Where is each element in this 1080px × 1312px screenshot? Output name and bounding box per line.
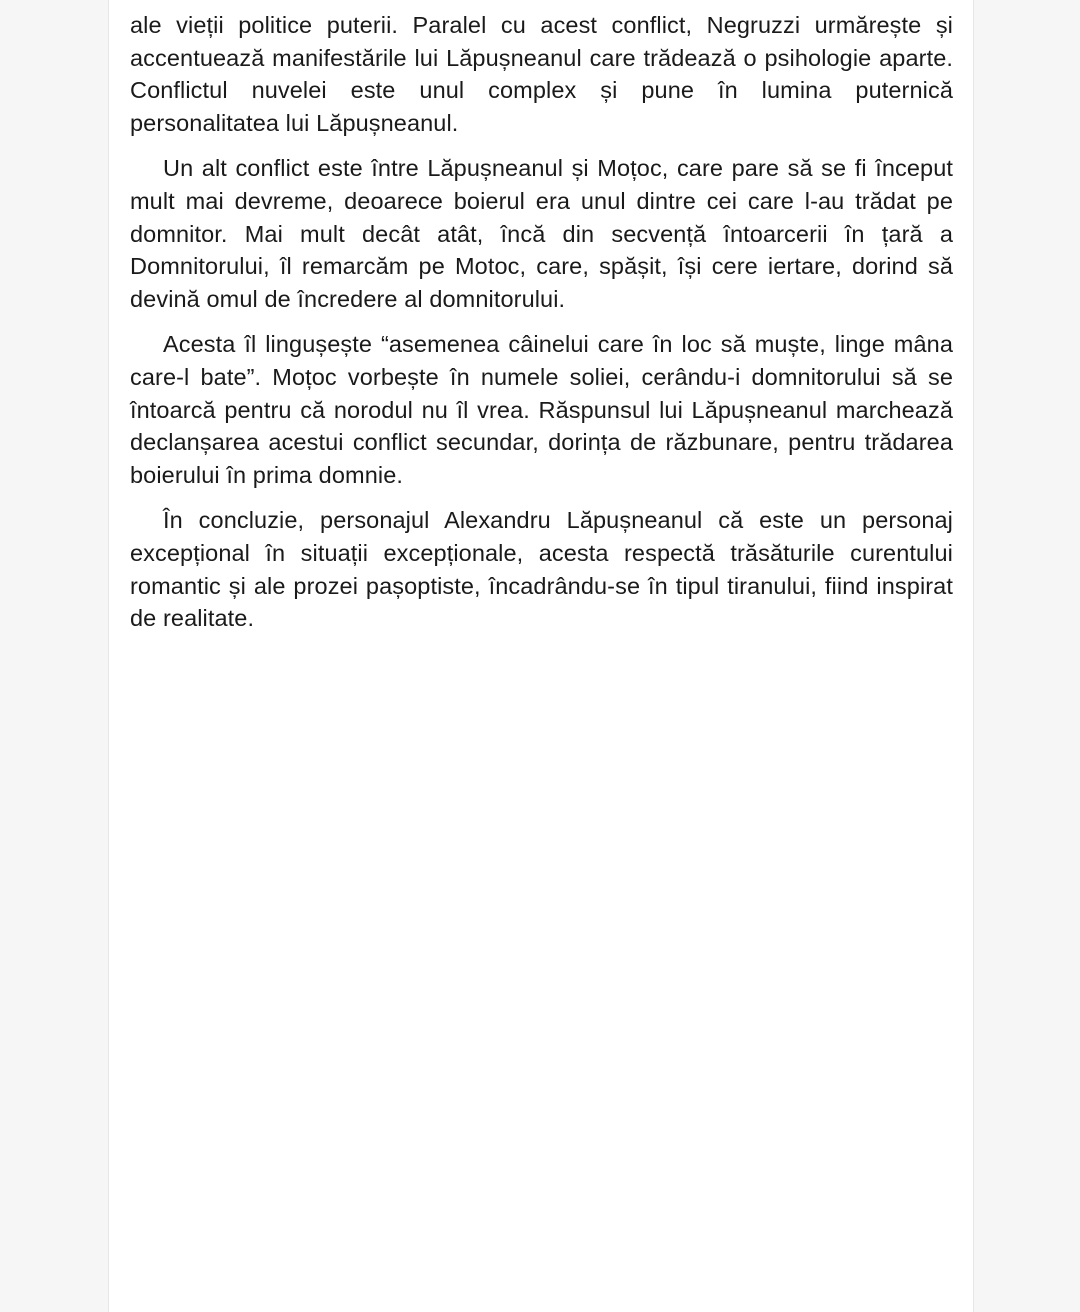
paragraph-continuation: ale vieții politice puterii. Paralel cu acest conflict, Negruzzi urmărește și accentuează manifestările lui Lăpușneanul care trădează o psihologie aparte. Conflictul nuvelei este unul complex și pune în lumina puternică personalitatea lui Lăpușneanul. bbox=[130, 12, 953, 136]
paragraph-flattery: Acesta îl lingușește “asemenea câinelui care în loc să muște, linge mâna care-l bate”. Moțoc vorbește în numele soliei, cerându-i domnitorului să se întoarcă pentru că norodul nu îl vrea. Răspunsul lui Lăpușneanul marchează declanșarea acestui conflict secundar, dorința de răzbunare, pentru trădarea boierului în prima domnie. bbox=[130, 331, 953, 488]
paragraph-conclusion: În concluzie, personajul Alexandru Lăpușneanul că este un personaj excepțional în situații excepționale, acesta respectă trăsăturile curentului romantic și ale prozei pașoptiste, încadrându-se în tipul tiranului, fiind inspirat de realitate. bbox=[130, 507, 953, 632]
paragraph-motoc-conflict: Un alt conflict este între Lăpușneanul și Moțoc, care pare să se fi început mult mai devreme, deoarece boierul era unul dintre cei care l-au trădat pe domnitor. Mai mult decât atât, încă din secvență întoarcerii în țară a Domnitorului, îl remarcăm pe Motoc, care, spășit, își cere iertare, dorind să devină omul de încredere al domnitorului. bbox=[130, 155, 953, 312]
document-page bbox=[108, 0, 974, 1312]
document-body bbox=[130, 9, 953, 648]
